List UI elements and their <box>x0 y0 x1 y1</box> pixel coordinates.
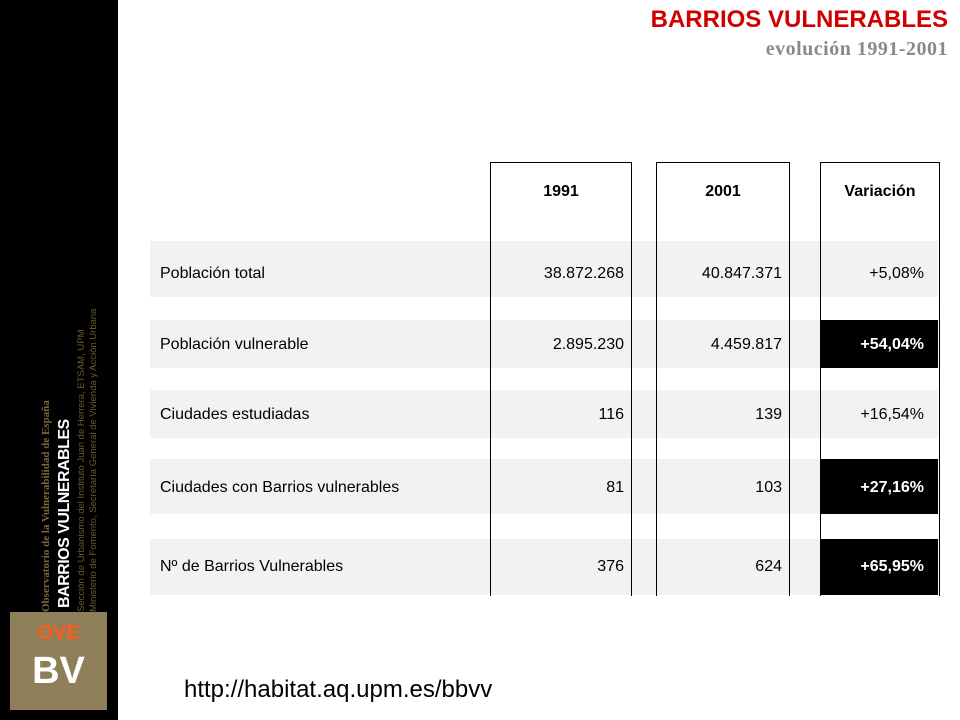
column-2001 <box>656 162 790 596</box>
value-2001: 103 <box>755 479 782 496</box>
row-label: Población vulnerable <box>160 336 309 353</box>
value-2001: 4.459.817 <box>710 336 782 353</box>
value-1991: 116 <box>598 406 624 423</box>
value-2001: 624 <box>755 558 782 575</box>
logo-top-text: OVE <box>37 622 80 644</box>
header-1991: 1991 <box>543 183 579 200</box>
sidebar <box>0 0 118 720</box>
column-variacion <box>820 162 940 596</box>
value-1991: 376 <box>597 558 624 575</box>
value-variacion: +27,16% <box>860 479 924 496</box>
value-1991: 2.895.230 <box>552 336 624 353</box>
row-label: Nº de Barrios Vulnerables <box>160 558 344 575</box>
ove-bv-logo <box>10 612 107 710</box>
value-1991: 81 <box>606 479 624 496</box>
header-variacion: Variación <box>844 183 916 200</box>
observatorio-label: Observatorio de la Vulnerabilidad de España <box>40 400 52 612</box>
page-subtitle: evolución 1991-2001 <box>765 38 948 60</box>
value-variacion: +5,08% <box>869 265 924 282</box>
header-2001: 2001 <box>705 183 741 200</box>
footer-url[interactable]: http://habitat.aq.upm.es/bbvv <box>184 676 493 703</box>
logo-bottom-text: BV <box>32 650 85 692</box>
value-2001: 139 <box>755 406 782 423</box>
row-label: Población total <box>160 265 265 282</box>
row-label: Ciudades estudiadas <box>160 406 310 423</box>
value-variacion: +16,54% <box>860 406 924 423</box>
sidebar-brand: BARRIOS VULNERABLES <box>56 419 73 608</box>
credit-line-1: Sección de Urbanismo del Instituto Juan de Herrera, ETSAM, UPM <box>76 329 87 612</box>
value-variacion: +54,04% <box>860 336 924 353</box>
value-2001: 40.847.371 <box>701 265 782 282</box>
value-variacion: +65,95% <box>860 558 924 575</box>
page-title: BARRIOS VULNERABLES <box>650 6 948 33</box>
column-1991 <box>490 162 632 596</box>
row-label: Ciudades con Barrios vulnerables <box>160 479 400 496</box>
credit-line-2: Ministerio de Fomento, Secretaría General de Vivienda y Acción Urbana <box>88 308 99 612</box>
value-1991: 38.872.268 <box>543 265 624 282</box>
